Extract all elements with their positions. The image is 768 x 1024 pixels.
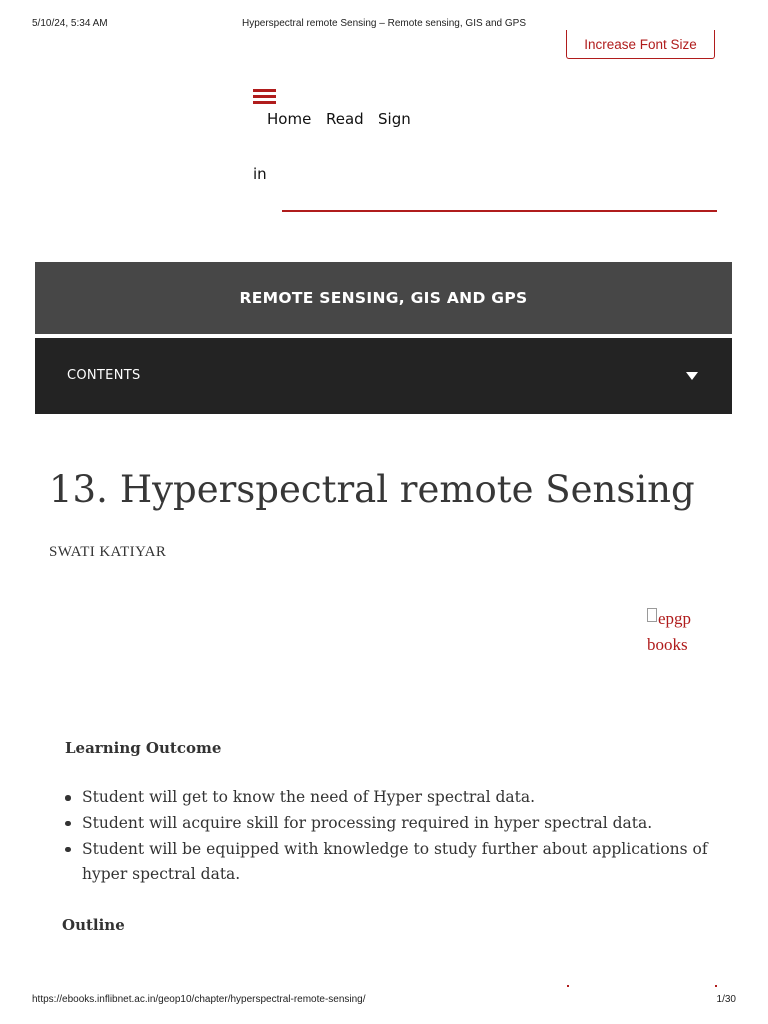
outline-heading: Outline	[62, 916, 125, 934]
print-page-counter: 1/30	[716, 994, 736, 1005]
nav-sign-in-link[interactable]: Sign	[378, 110, 411, 128]
chapter-author: SWATI KATIYAR	[49, 544, 167, 560]
broken-image-icon	[647, 608, 657, 622]
nav-home-link[interactable]: Home	[267, 110, 312, 128]
list-item: Student will get to know the need of Hyper spectral data.	[82, 785, 722, 811]
print-footer	[0, 994, 768, 1008]
contents-toggle[interactable]	[35, 338, 732, 414]
chapter-number: 13.	[49, 468, 108, 511]
print-page-title: Hyperspectral remote Sensing – Remote sensing, GIS and GPS	[241, 18, 527, 29]
learning-outcome-list	[82, 785, 722, 888]
hamburger-line	[253, 101, 276, 104]
hamburger-line	[253, 95, 276, 98]
contents-label: CONTENTS	[67, 368, 141, 383]
search-field-underline[interactable]	[282, 210, 717, 212]
page-cut-mark	[715, 985, 717, 987]
chapter-title-text: Hyperspectral remote Sensing	[119, 468, 695, 511]
book-title-banner[interactable]: REMOTE SENSING, GIS AND GPS	[35, 262, 732, 334]
increase-font-size-button[interactable]: Increase Font Size	[566, 30, 715, 59]
print-datetime: 5/10/24, 5:34 AM	[32, 18, 108, 29]
chapter-title	[49, 468, 695, 511]
list-item: Student will acquire skill for processing required in hyper spectral data.	[82, 811, 722, 837]
hamburger-line	[253, 89, 276, 92]
caret-down-icon	[686, 372, 698, 380]
epgp-books-image-link[interactable]	[647, 606, 717, 658]
learning-outcome-heading: Learning Outcome	[65, 739, 222, 757]
nav-sign-in-link-wrap[interactable]: in	[253, 165, 267, 183]
nav-read-link[interactable]: Read	[326, 110, 364, 128]
print-url: https://ebooks.inflibnet.ac.in/geop10/chapter/hyperspectral-remote-sensing/	[32, 994, 366, 1005]
image-alt-text: epgp books	[647, 609, 692, 654]
hamburger-icon[interactable]	[253, 89, 277, 105]
page-cut-mark	[567, 985, 569, 987]
list-item: Student will be equipped with knowledge to study further about applications of hyper spectral data.	[82, 837, 722, 889]
